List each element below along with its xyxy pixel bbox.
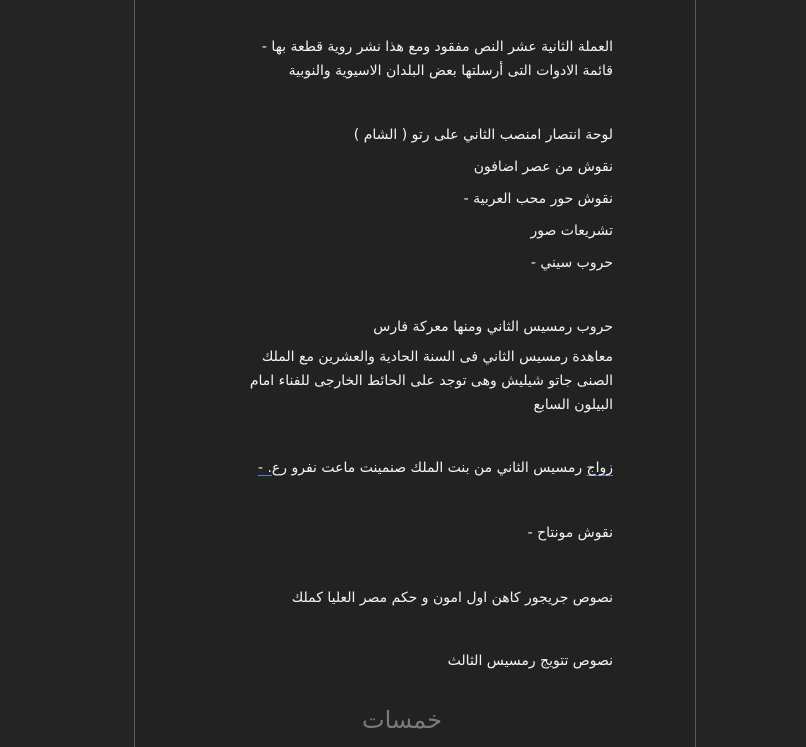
paragraph-line: البيلون السابع	[533, 397, 613, 413]
paragraph-line: معاهدة رمسيس الثاني فى السنة الحادية والعشرين مع الملك	[261, 349, 613, 365]
paragraph-11: نصوص جريجور كاهن اول امون و حكم مصر العليا كملك	[291, 590, 613, 606]
paragraph-line: الصنى جاتو شيليش وهى توجد على الحائط الخارجى للفناء امام	[249, 373, 613, 389]
paragraph-10: نقوش مونتاح -	[527, 525, 613, 541]
paragraph-1	[213, 35, 613, 83]
underlined-suffix: . -	[257, 460, 272, 476]
paragraph-8	[213, 345, 613, 417]
underlined-word: زواج	[586, 460, 613, 476]
paragraph-line: العملة الثانية عشر النص مفقود ومع هذا نشر روية قطعة بها -	[261, 39, 613, 55]
paragraph-3: نقوش من عصر اضافون	[473, 159, 613, 175]
paragraph-9	[213, 456, 613, 480]
paragraph-12: نصوص تتويج رمسيس الثالث	[447, 653, 613, 669]
paragraph-5: تشريعات صور	[530, 223, 613, 239]
paragraph-7: حروب رمسيس الثاني ومنها معركة فارس	[373, 319, 613, 335]
watermark-logo: خمسات	[361, 706, 443, 734]
paragraph-6: حروب سيني -	[530, 255, 613, 271]
paragraph-4: نقوش حور محب العربية -	[463, 191, 613, 207]
paragraph-2: لوحة انتصار امنصب الثاني على رتو ( الشام )	[353, 127, 613, 143]
paragraph-text: رمسيس الثاني من بنت الملك صنمينت ماعت نفرو رع	[271, 460, 587, 476]
paragraph-line: قائمة الادوات التى أرسلتها بعض البلدان الاسيوية والنوبية	[288, 63, 613, 79]
document-page	[134, 0, 696, 747]
